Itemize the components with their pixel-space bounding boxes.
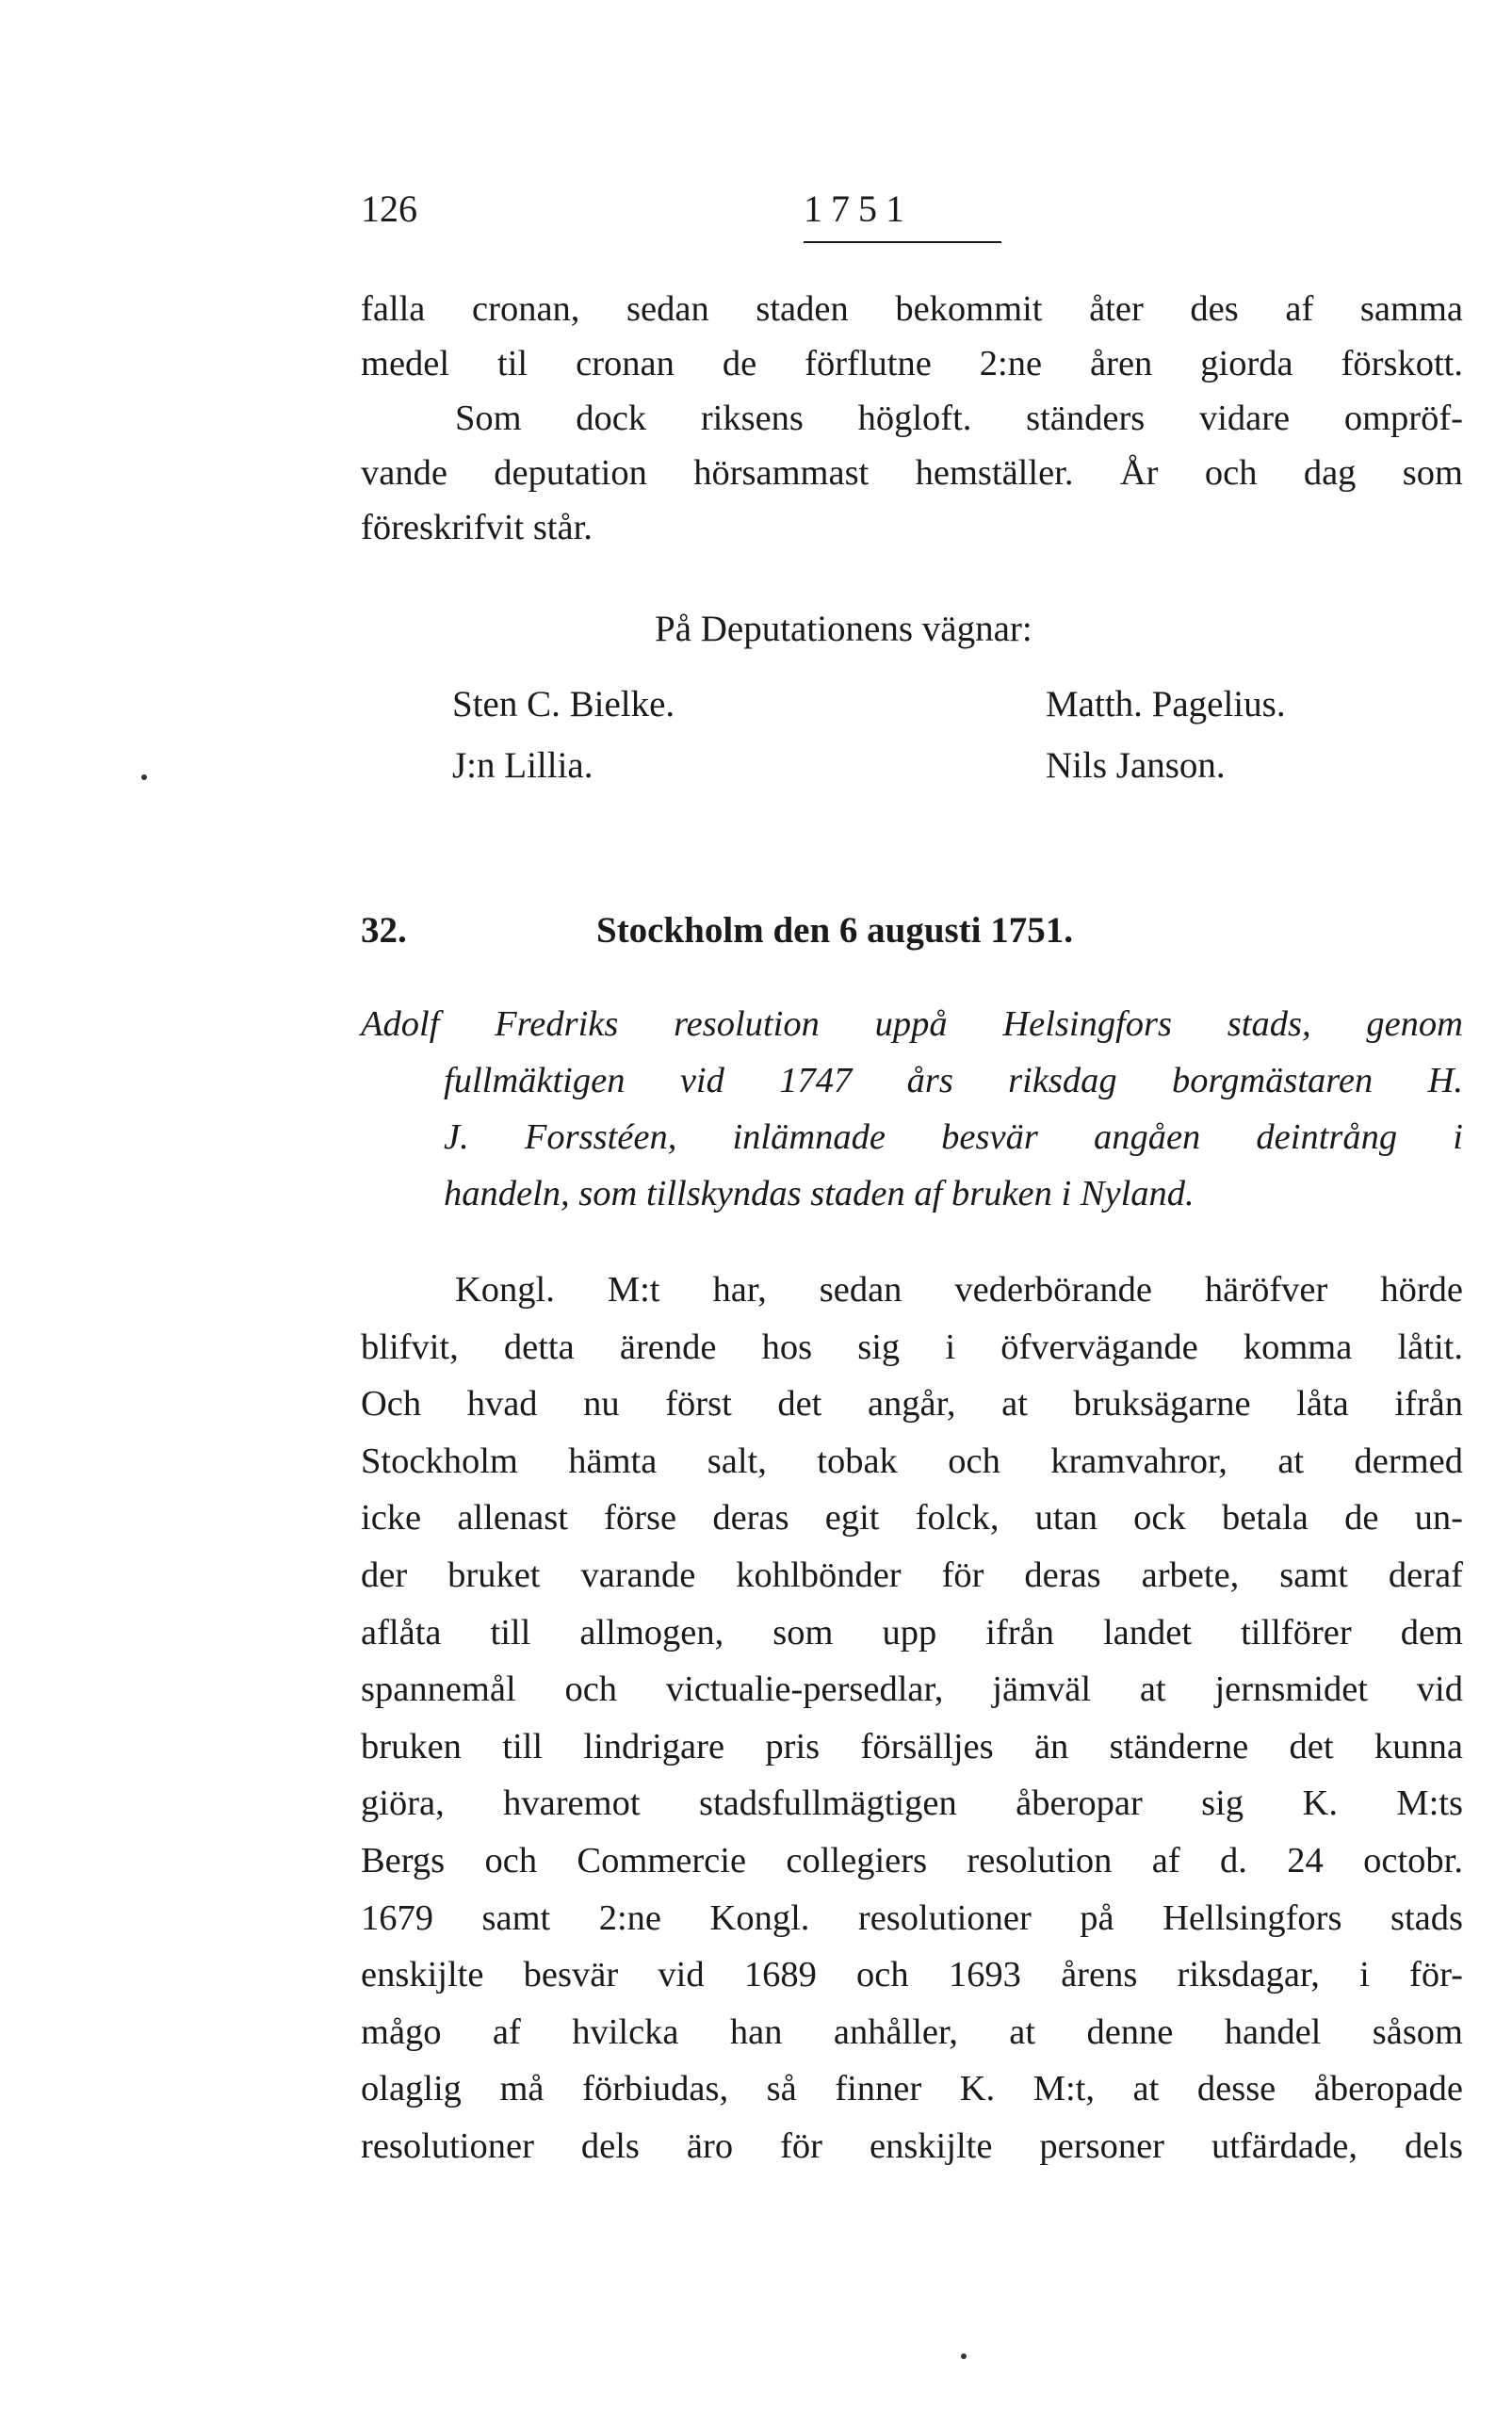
summary-line: handeln, som tillskyndas staden af bruken i Nyland.: [444, 1174, 1195, 1213]
body-line: Bergs och Commercie collegiers resolution af d. 24 octobr.: [361, 1840, 1463, 1881]
body-line: Stockholm hämta salt, tobak och kramvahror, at dermed: [361, 1441, 1463, 1481]
text-line: falla cronan, sedan staden bekommit åter des af samma: [361, 289, 1463, 329]
body-line: olaglig må förbiudas, så finner K. M:t, at desse åberopade: [361, 2069, 1463, 2109]
signature-caption: På Deputationens vägnar:: [655, 609, 1032, 649]
page-number: 126: [361, 187, 417, 230]
body-line: bruken till lindrigare pris försälljes än ständerne det kunna: [361, 1726, 1463, 1767]
signature-left-2: J:n Lillia.: [452, 745, 593, 786]
body-line: blifvit, detta ärende hos sig i öfvervägande komma låtit.: [361, 1327, 1463, 1367]
body-line: icke allenast förse deras egit folck, utan ock betala de un-: [361, 1498, 1463, 1539]
summary-line: fullmäktigen vid 1747 års riksdag borgmästaren H.: [444, 1061, 1463, 1100]
text-line: medel til cronan de förflutne 2:ne åren giorda förskott.: [361, 344, 1463, 383]
body-line: 1679 samt 2:ne Kongl. resolutioner på Hellsingfors stads: [361, 1897, 1463, 1938]
body-line: spannemål och victualie-persedlar, jämväl at jernsmidet vid: [361, 1669, 1463, 1710]
document-summary: [361, 997, 1463, 1223]
scan-speck: [141, 774, 147, 780]
running-year: 1751: [804, 187, 913, 230]
document-number: 32.: [361, 910, 407, 951]
body-line: der bruket varande kohlbönder för deras arbete, samt deraf: [361, 1555, 1463, 1595]
summary-line: Adolf Fredriks resolution uppå Helsingfors stads, genom: [361, 1004, 1463, 1044]
body-line: aflåta till allmogen, som upp ifrån landet tillförer dem: [361, 1612, 1463, 1653]
page-header: [361, 187, 1463, 252]
body-line: Och hvad nu först det angår, at bruksägarne låta ifrån: [361, 1384, 1463, 1425]
text-line: vande deputation hörsammast hemställer. År och dag som: [361, 453, 1463, 493]
signature-right-2: Nils Janson.: [1046, 745, 1226, 786]
signature-right-1: Matth. Pagelius.: [1046, 684, 1286, 725]
scan-speck: [961, 2353, 967, 2359]
body-line: resolutioner dels äro för enskijlte personer utfärdade, dels: [361, 2125, 1463, 2166]
body-line: mågo af hvilcka han anhåller, at denne handel såsom: [361, 2011, 1463, 2052]
body-line: enskijlte besvär vid 1689 och 1693 årens riksdagar, i för-: [361, 1955, 1463, 1995]
opening-paragraph: [361, 283, 1463, 556]
body-line: Kongl. M:t har, sedan vederbörande häröfver hörde: [455, 1270, 1463, 1310]
body-line: giöra, hvaremot stadsfullmägtigen åberopar sig K. M:ts: [361, 1783, 1463, 1824]
document-body: [361, 1262, 1463, 2176]
document-date-line: Stockholm den 6 augusti 1751.: [596, 910, 1074, 951]
text-line: Som dock riksens högloft. ständers vidare ompröf-: [455, 399, 1463, 438]
signature-left-1: Sten C. Bielke.: [452, 684, 675, 725]
summary-line: J. Forsstéen, inlämnade besvär angåen deintrång i: [444, 1117, 1463, 1157]
text-line: föreskrifvit står.: [361, 508, 593, 547]
year-underline: [804, 241, 1001, 243]
